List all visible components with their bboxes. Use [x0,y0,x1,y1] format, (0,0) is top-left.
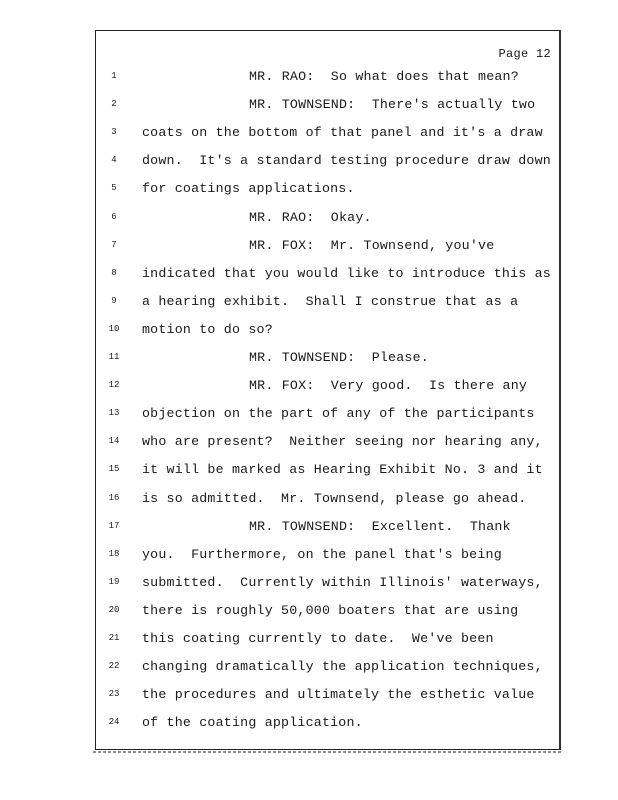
transcript-line [96,322,559,342]
line-text: who are present? Neither seeing nor hearing any, [142,434,543,450]
transcript-line [96,350,559,370]
line-text: for coatings applications. [142,181,355,197]
line-number: 17 [108,520,120,531]
line-number: 14 [108,436,120,447]
transcript-line [96,715,559,735]
line-text: it will be marked as Hearing Exhibit No. 3 and it [142,462,543,478]
line-text: MR. RAO: Okay. [249,209,372,225]
line-number: 15 [108,464,120,475]
transcript-line [96,547,559,567]
line-number: 16 [108,492,120,503]
line-number: 12 [108,380,120,391]
line-number: 9 [111,295,117,306]
transcript-line [96,153,559,173]
line-text: this coating currently to date. We've been [142,631,494,646]
line-text: of the coating application. [142,715,363,731]
line-text: indicated that you would like to introduce this as [142,265,551,281]
transcript-line [96,406,559,426]
line-number: 20 [108,604,120,615]
line-text: MR. RAO: So what does that mean? [249,69,519,84]
line-text: there is roughly 50,000 boaters that are using [142,602,519,618]
line-number: 22 [108,661,120,672]
transcript-line [96,491,559,511]
line-number: 24 [108,717,120,728]
page-number: Page 12 [498,47,551,61]
line-number: 6 [111,211,117,222]
transcript-page [95,30,561,750]
line-number: 18 [108,548,120,559]
transcript-line [96,97,559,117]
line-number: 11 [108,352,120,362]
transcript-line [96,181,559,201]
transcript-line [96,519,559,539]
line-text: you. Furthermore, on the panel that's being [142,546,502,562]
transcript-line [96,631,559,651]
line-number: 1 [111,71,117,81]
line-text: down. It's a standard testing procedure draw down [142,153,551,169]
line-text: MR. FOX: Mr. Townsend, you've [249,237,495,253]
transcript-line [96,434,559,454]
transcript-line [96,266,559,286]
line-number: 5 [111,183,117,194]
line-text: MR. FOX: Very good. Is there any [249,378,528,394]
transcript-line [96,125,559,145]
line-number: 4 [111,155,117,166]
transcript-line [96,294,559,314]
line-text: submitted. Currently within Illinois' waterways, [142,574,543,590]
line-number: 10 [108,323,120,334]
line-text: MR. TOWNSEND: Please. [249,350,429,365]
transcript-line [96,659,559,679]
transcript-line [96,687,559,707]
line-number: 8 [111,267,117,278]
line-number: 3 [111,127,117,138]
line-text: the procedures and ultimately the esthetic value [142,687,535,703]
line-text: changing dramatically the application techniques, [142,659,543,675]
line-text: a hearing exhibit. Shall I construe that as a [142,293,519,309]
line-number: 7 [111,239,117,250]
line-text: MR. TOWNSEND: There's actually two [249,97,536,113]
transcript-line [96,575,559,595]
line-text: MR. TOWNSEND: Excellent. Thank [249,518,511,534]
transcript-line [96,603,559,623]
transcript-line [96,462,559,482]
transcript-line [96,238,559,258]
line-number: 2 [111,99,117,110]
line-number: 13 [108,408,120,419]
line-number: 23 [108,689,120,700]
line-text: is so admitted. Mr. Townsend, please go ahead. [142,490,527,506]
line-text: coats on the bottom of that panel and it's a draw [142,125,543,141]
line-text: motion to do so? [142,321,273,337]
transcript-line [96,210,559,230]
transcript-line [96,378,559,398]
line-number: 21 [108,633,120,643]
transcript-line [96,69,559,89]
line-text: objection on the part of any of the participants [142,406,535,422]
line-number: 19 [108,576,120,587]
